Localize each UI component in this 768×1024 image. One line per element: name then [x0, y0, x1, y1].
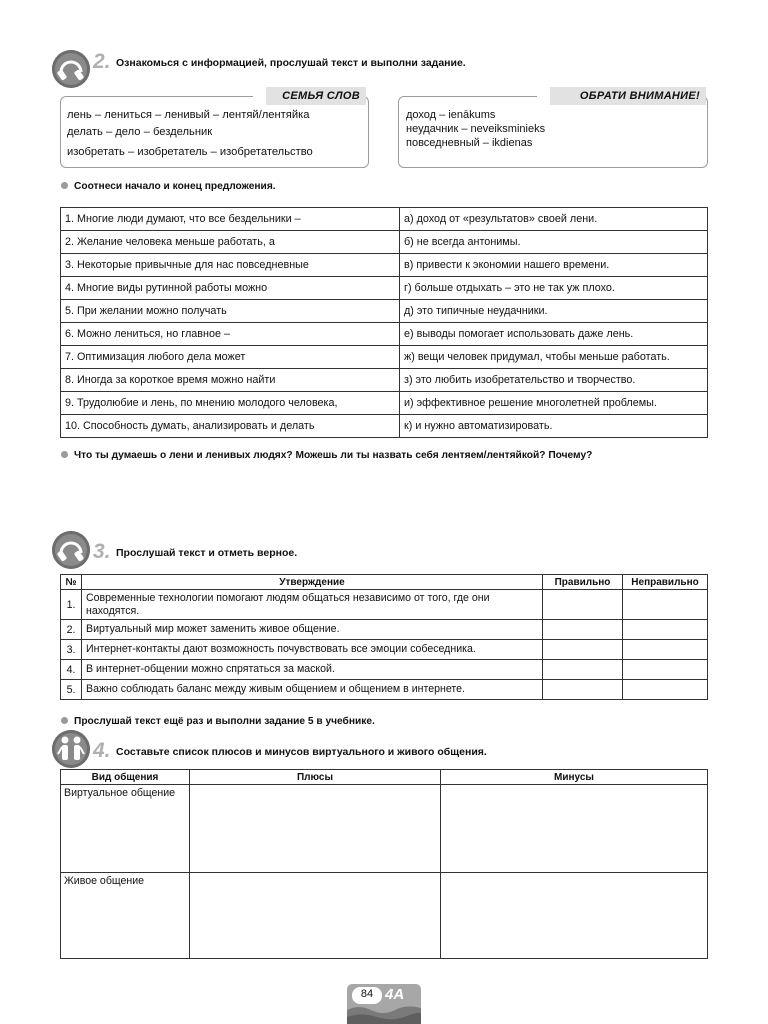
match-row: [61, 392, 708, 415]
match-table: [60, 207, 708, 438]
header-number: №: [61, 575, 82, 590]
cons-virtual-cell[interactable]: [441, 785, 708, 873]
match-row: [61, 346, 708, 369]
match-right-cell: и) эффективное решение многолетней проблемы.: [400, 392, 708, 415]
statement-text: Важно соблюдать баланс между живым общением и общением в интернете.: [82, 680, 543, 700]
task-2-number: 2.: [93, 50, 111, 73]
match-right-cell: ж) вещи человек придумал, чтобы меньше работать.: [400, 346, 708, 369]
word-family-line-1: лень – лениться – ленивый – лентяй/лентяйка: [67, 109, 310, 121]
header-incorrect: Неправильно: [623, 575, 708, 590]
mark-correct-cell[interactable]: [543, 640, 623, 660]
cons-live-cell[interactable]: [441, 873, 708, 959]
match-row: [61, 277, 708, 300]
mark-incorrect-cell[interactable]: [623, 680, 708, 700]
mark-correct-cell[interactable]: [543, 680, 623, 700]
match-row: [61, 415, 708, 438]
unit-label: 4A: [385, 986, 405, 1003]
statement-number: 2.: [61, 620, 82, 640]
match-right-cell: к) и нужно автоматизировать.: [400, 415, 708, 438]
headphones-icon: [52, 531, 90, 569]
page-number: 84: [360, 988, 374, 1000]
mark-incorrect-cell[interactable]: [623, 640, 708, 660]
match-right-cell: е) выводы помогает использовать даже лень.: [400, 323, 708, 346]
task-4-title: Составьте список плюсов и минусов виртуального и живого общения.: [116, 746, 487, 758]
statement-number: 4.: [61, 660, 82, 680]
listen-again-note: Прослушай текст ещё раз и выполни задание 5 в учебнике.: [61, 716, 375, 727]
headphones-icon: [52, 50, 90, 88]
statement-number: 3.: [61, 640, 82, 660]
match-right-cell: б) не всегда антонимы.: [400, 231, 708, 254]
mark-incorrect-cell[interactable]: [623, 620, 708, 640]
match-left-cell: 9. Трудолюбие и лень, по мнению молодого человека,: [61, 392, 400, 415]
discussion-question: Что ты думаешь о лени и ленивых людях? Можешь ли ты назвать себя лентяем/лентяйкой? Почему?: [61, 450, 592, 461]
mark-incorrect-cell[interactable]: [623, 590, 708, 620]
task-4-number: 4.: [93, 739, 111, 762]
task-2-title: Ознакомься с информацией, прослушай текст и выполни задание.: [116, 57, 466, 69]
match-right-cell: д) это типичные неудачники.: [400, 300, 708, 323]
header-cons: Минусы: [441, 770, 708, 785]
match-right-cell: а) доход от «результатов» своей лени.: [400, 208, 708, 231]
true-false-table: [60, 574, 708, 700]
match-row: [61, 231, 708, 254]
statement-row: [61, 640, 708, 660]
statement-row: [61, 660, 708, 680]
row-label-live: Живое общение: [61, 873, 190, 959]
match-left-cell: 6. Можно лениться, но главное –: [61, 323, 400, 346]
header-correct: Правильно: [543, 575, 623, 590]
statement-text: Интернет-контакты дают возможность почувствовать все эмоции собеседника.: [82, 640, 543, 660]
match-row: [61, 208, 708, 231]
word-family-line-3: изобретать – изобретатель – изобретательство: [67, 146, 313, 158]
match-left-cell: 4. Многие виды рутинной работы можно: [61, 277, 400, 300]
word-family-line-2: делать – дело – бездельник: [67, 126, 213, 138]
task-3-number: 3.: [93, 540, 111, 563]
pros-cons-table: [60, 769, 708, 959]
match-row: [61, 369, 708, 392]
pros-live-cell[interactable]: [190, 873, 441, 959]
match-left-cell: 3. Некоторые привычные для нас повседневные: [61, 254, 400, 277]
mark-incorrect-cell[interactable]: [623, 660, 708, 680]
match-right-cell: в) привести к экономии нашего времени.: [400, 254, 708, 277]
pros-virtual-cell[interactable]: [190, 785, 441, 873]
match-left-cell: 5. При желании можно получать: [61, 300, 400, 323]
attention-line-1: доход – ienākums: [406, 109, 496, 121]
word-family-box-title: СЕМЬЯ СЛОВ: [266, 87, 366, 105]
row-label-virtual: Виртуальное общение: [61, 785, 190, 873]
page-footer-tab: [347, 984, 421, 1024]
match-right-cell: з) это любить изобретательство и творчество.: [400, 369, 708, 392]
match-left-cell: 2. Желание человека меньше работать, а: [61, 231, 400, 254]
pair-work-icon: [52, 730, 90, 768]
statement-row: [61, 620, 708, 640]
header-statement: Утверждение: [82, 575, 543, 590]
match-left-cell: 8. Иногда за короткое время можно найти: [61, 369, 400, 392]
statement-text: Современные технологии помогают людям общаться независимо от того, где они находятся.: [82, 590, 543, 620]
task-3-title: Прослушай текст и отметь верное.: [116, 547, 298, 559]
attention-line-3: повседневный – ikdienas: [406, 137, 533, 149]
match-right-cell: г) больше отдыхать – это не так уж плохо.: [400, 277, 708, 300]
match-row: [61, 323, 708, 346]
statement-row: [61, 680, 708, 700]
match-left-cell: 1. Многие люди думают, что все бездельники –: [61, 208, 400, 231]
mark-correct-cell[interactable]: [543, 590, 623, 620]
mark-correct-cell[interactable]: [543, 620, 623, 640]
match-row: [61, 254, 708, 277]
statement-text: В интернет-общении можно спрятаться за маской.: [82, 660, 543, 680]
statement-text: Виртуальный мир может заменить живое общение.: [82, 620, 543, 640]
mark-correct-cell[interactable]: [543, 660, 623, 680]
attention-line-2: неудачник – neveiksminieks: [406, 123, 546, 135]
match-left-cell: 10. Способность думать, анализировать и делать: [61, 415, 400, 438]
statement-number: 1.: [61, 590, 82, 620]
statement-row: [61, 590, 708, 620]
match-left-cell: 7. Оптимизация любого дела может: [61, 346, 400, 369]
match-row: [61, 300, 708, 323]
header-pros: Плюсы: [190, 770, 441, 785]
attention-box-title: ОБРАТИ ВНИМАНИЕ!: [550, 87, 706, 105]
statement-number: 5.: [61, 680, 82, 700]
match-instruction: Соотнеси начало и конец предложения.: [61, 181, 276, 192]
header-type: Вид общения: [61, 770, 190, 785]
